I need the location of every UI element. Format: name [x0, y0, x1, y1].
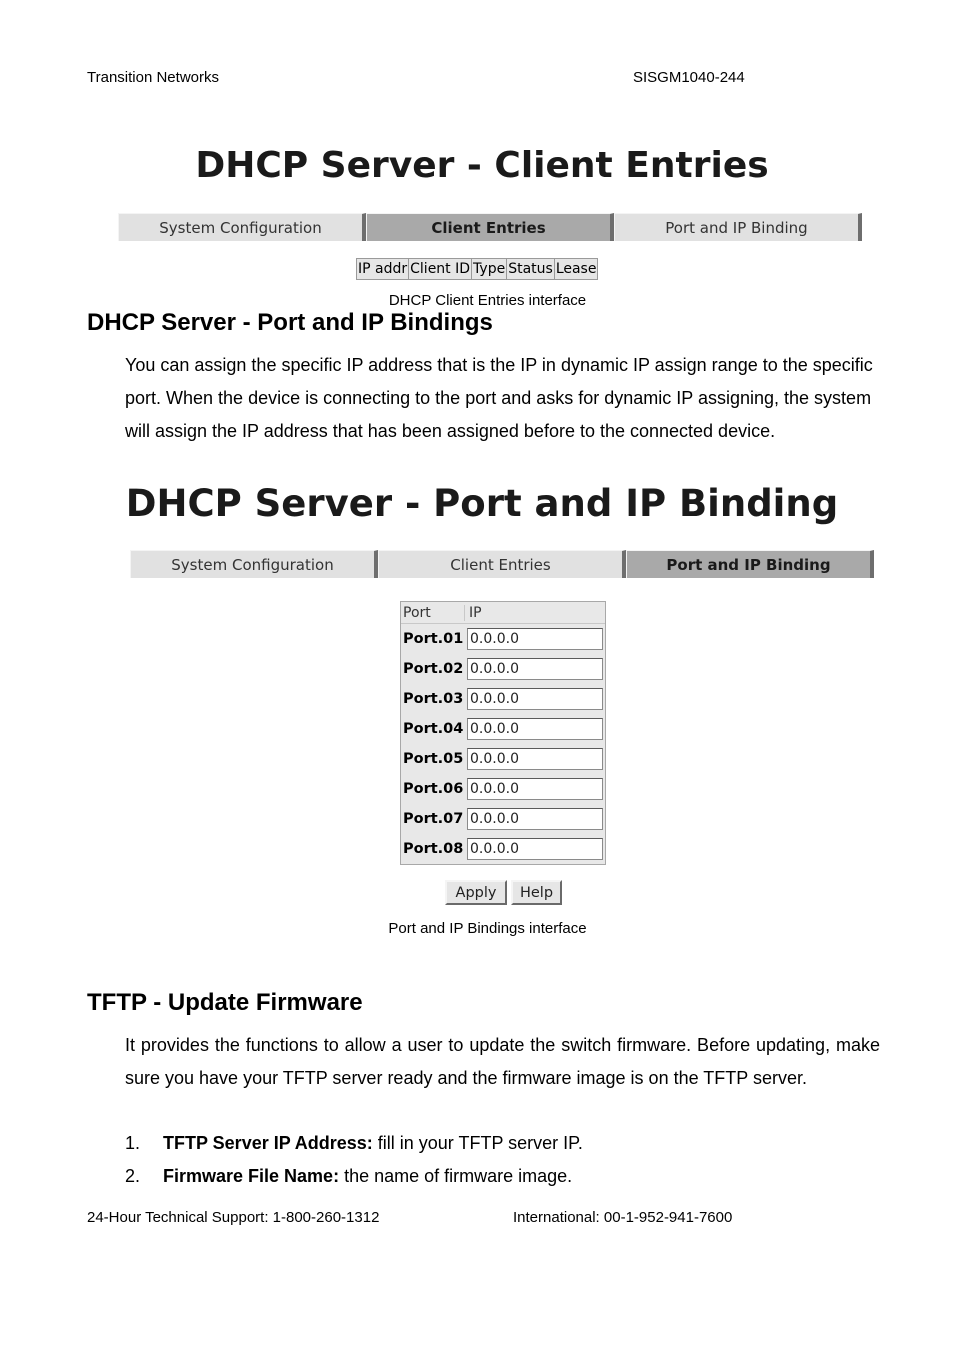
list-number: 1. [125, 1133, 141, 1153]
table-header-row [357, 259, 598, 280]
tab-system-configuration[interactable]: System Configuration [118, 213, 366, 241]
port-ip-binding-table [400, 601, 606, 865]
list-item [163, 1166, 572, 1187]
column-lease: Lease [554, 259, 598, 280]
column-status: Status [507, 259, 555, 280]
ip-input-port-04[interactable] [467, 718, 603, 740]
table-row [401, 834, 605, 864]
port-label: Port.03 [403, 691, 464, 707]
tab-port-and-ip-binding[interactable]: Port and IP Binding [614, 213, 862, 241]
tab-port-and-ip-binding[interactable]: Port and IP Binding [626, 550, 874, 578]
ip-input-port-02[interactable] [467, 658, 603, 680]
ip-input-port-08[interactable] [467, 838, 603, 860]
column-port: Port [401, 605, 465, 621]
table-row [401, 684, 605, 714]
table-row [401, 714, 605, 744]
port-label: Port.02 [403, 661, 464, 677]
list-item [125, 1133, 140, 1154]
header-left: Transition Networks [87, 69, 219, 86]
port-label: Port.07 [403, 811, 464, 827]
port-label: Port.01 [403, 631, 464, 647]
footer-left: 24-Hour Technical Support: 1-800-260-1312 [87, 1209, 380, 1226]
tab-client-entries[interactable]: Client Entries [378, 550, 626, 578]
tab-client-entries[interactable]: Client Entries [366, 213, 614, 241]
binding-tabs [130, 550, 874, 578]
list-term: Firmware File Name: [163, 1166, 340, 1186]
bindings-paragraph: You can assign the specific IP address that is the IP in dynamic IP assign range to the specific port. When the device is connecting to the port and asks for dynamic IP assigning, the system will assign the IP address that has been assigned before to the connected device. [125, 355, 873, 441]
column-type: Type [472, 259, 507, 280]
table-row [401, 744, 605, 774]
port-label: Port.05 [403, 751, 464, 767]
binding-caption: Port and IP Bindings interface [388, 920, 587, 937]
list-item [125, 1166, 140, 1187]
ip-input-port-06[interactable] [467, 778, 603, 800]
ip-input-port-01[interactable] [467, 628, 603, 650]
binding-table-header [401, 602, 605, 624]
header-right: SISGM1040-244 [633, 69, 745, 86]
port-label: Port.06 [403, 781, 464, 797]
ip-input-port-07[interactable] [467, 808, 603, 830]
apply-button[interactable]: Apply [445, 880, 507, 905]
port-label: Port.08 [403, 841, 464, 857]
table-row [401, 654, 605, 684]
tftp-paragraph: It provides the functions to allow a user to update the switch firmware. Before updating, make sure you have your TFTP server ready and the firmware image is on the TFTP server. [125, 1035, 880, 1088]
column-client-id: Client ID [409, 259, 472, 280]
help-button[interactable]: Help [511, 880, 562, 905]
table-row [401, 804, 605, 834]
port-label: Port.04 [403, 721, 464, 737]
footer-right: International: 00-1-952-941-7600 [513, 1209, 733, 1226]
binding-title: DHCP Server - Port and IP Binding [125, 482, 839, 525]
list-desc: fill in your TFTP server IP. [372, 1133, 583, 1153]
table-row [401, 774, 605, 804]
column-ip-addr: IP addr [357, 259, 409, 280]
bindings-heading: DHCP Server - Port and IP Bindings [87, 309, 493, 336]
table-row [401, 624, 605, 654]
column-ip: IP [469, 604, 482, 621]
client-entries-tabs [118, 213, 862, 241]
client-entries-table [356, 258, 598, 280]
client-entries-caption: DHCP Client Entries interface [388, 292, 587, 309]
ip-input-port-05[interactable] [467, 748, 603, 770]
tftp-heading: TFTP - Update Firmware [87, 989, 363, 1016]
list-desc: the name of firmware image. [339, 1166, 573, 1186]
list-item [163, 1133, 583, 1154]
list-term: TFTP Server IP Address: [163, 1133, 373, 1153]
tab-system-configuration[interactable]: System Configuration [130, 550, 378, 578]
client-entries-title: DHCP Server - Client Entries [195, 145, 769, 186]
list-number: 2. [125, 1166, 141, 1186]
ip-input-port-03[interactable] [467, 688, 603, 710]
